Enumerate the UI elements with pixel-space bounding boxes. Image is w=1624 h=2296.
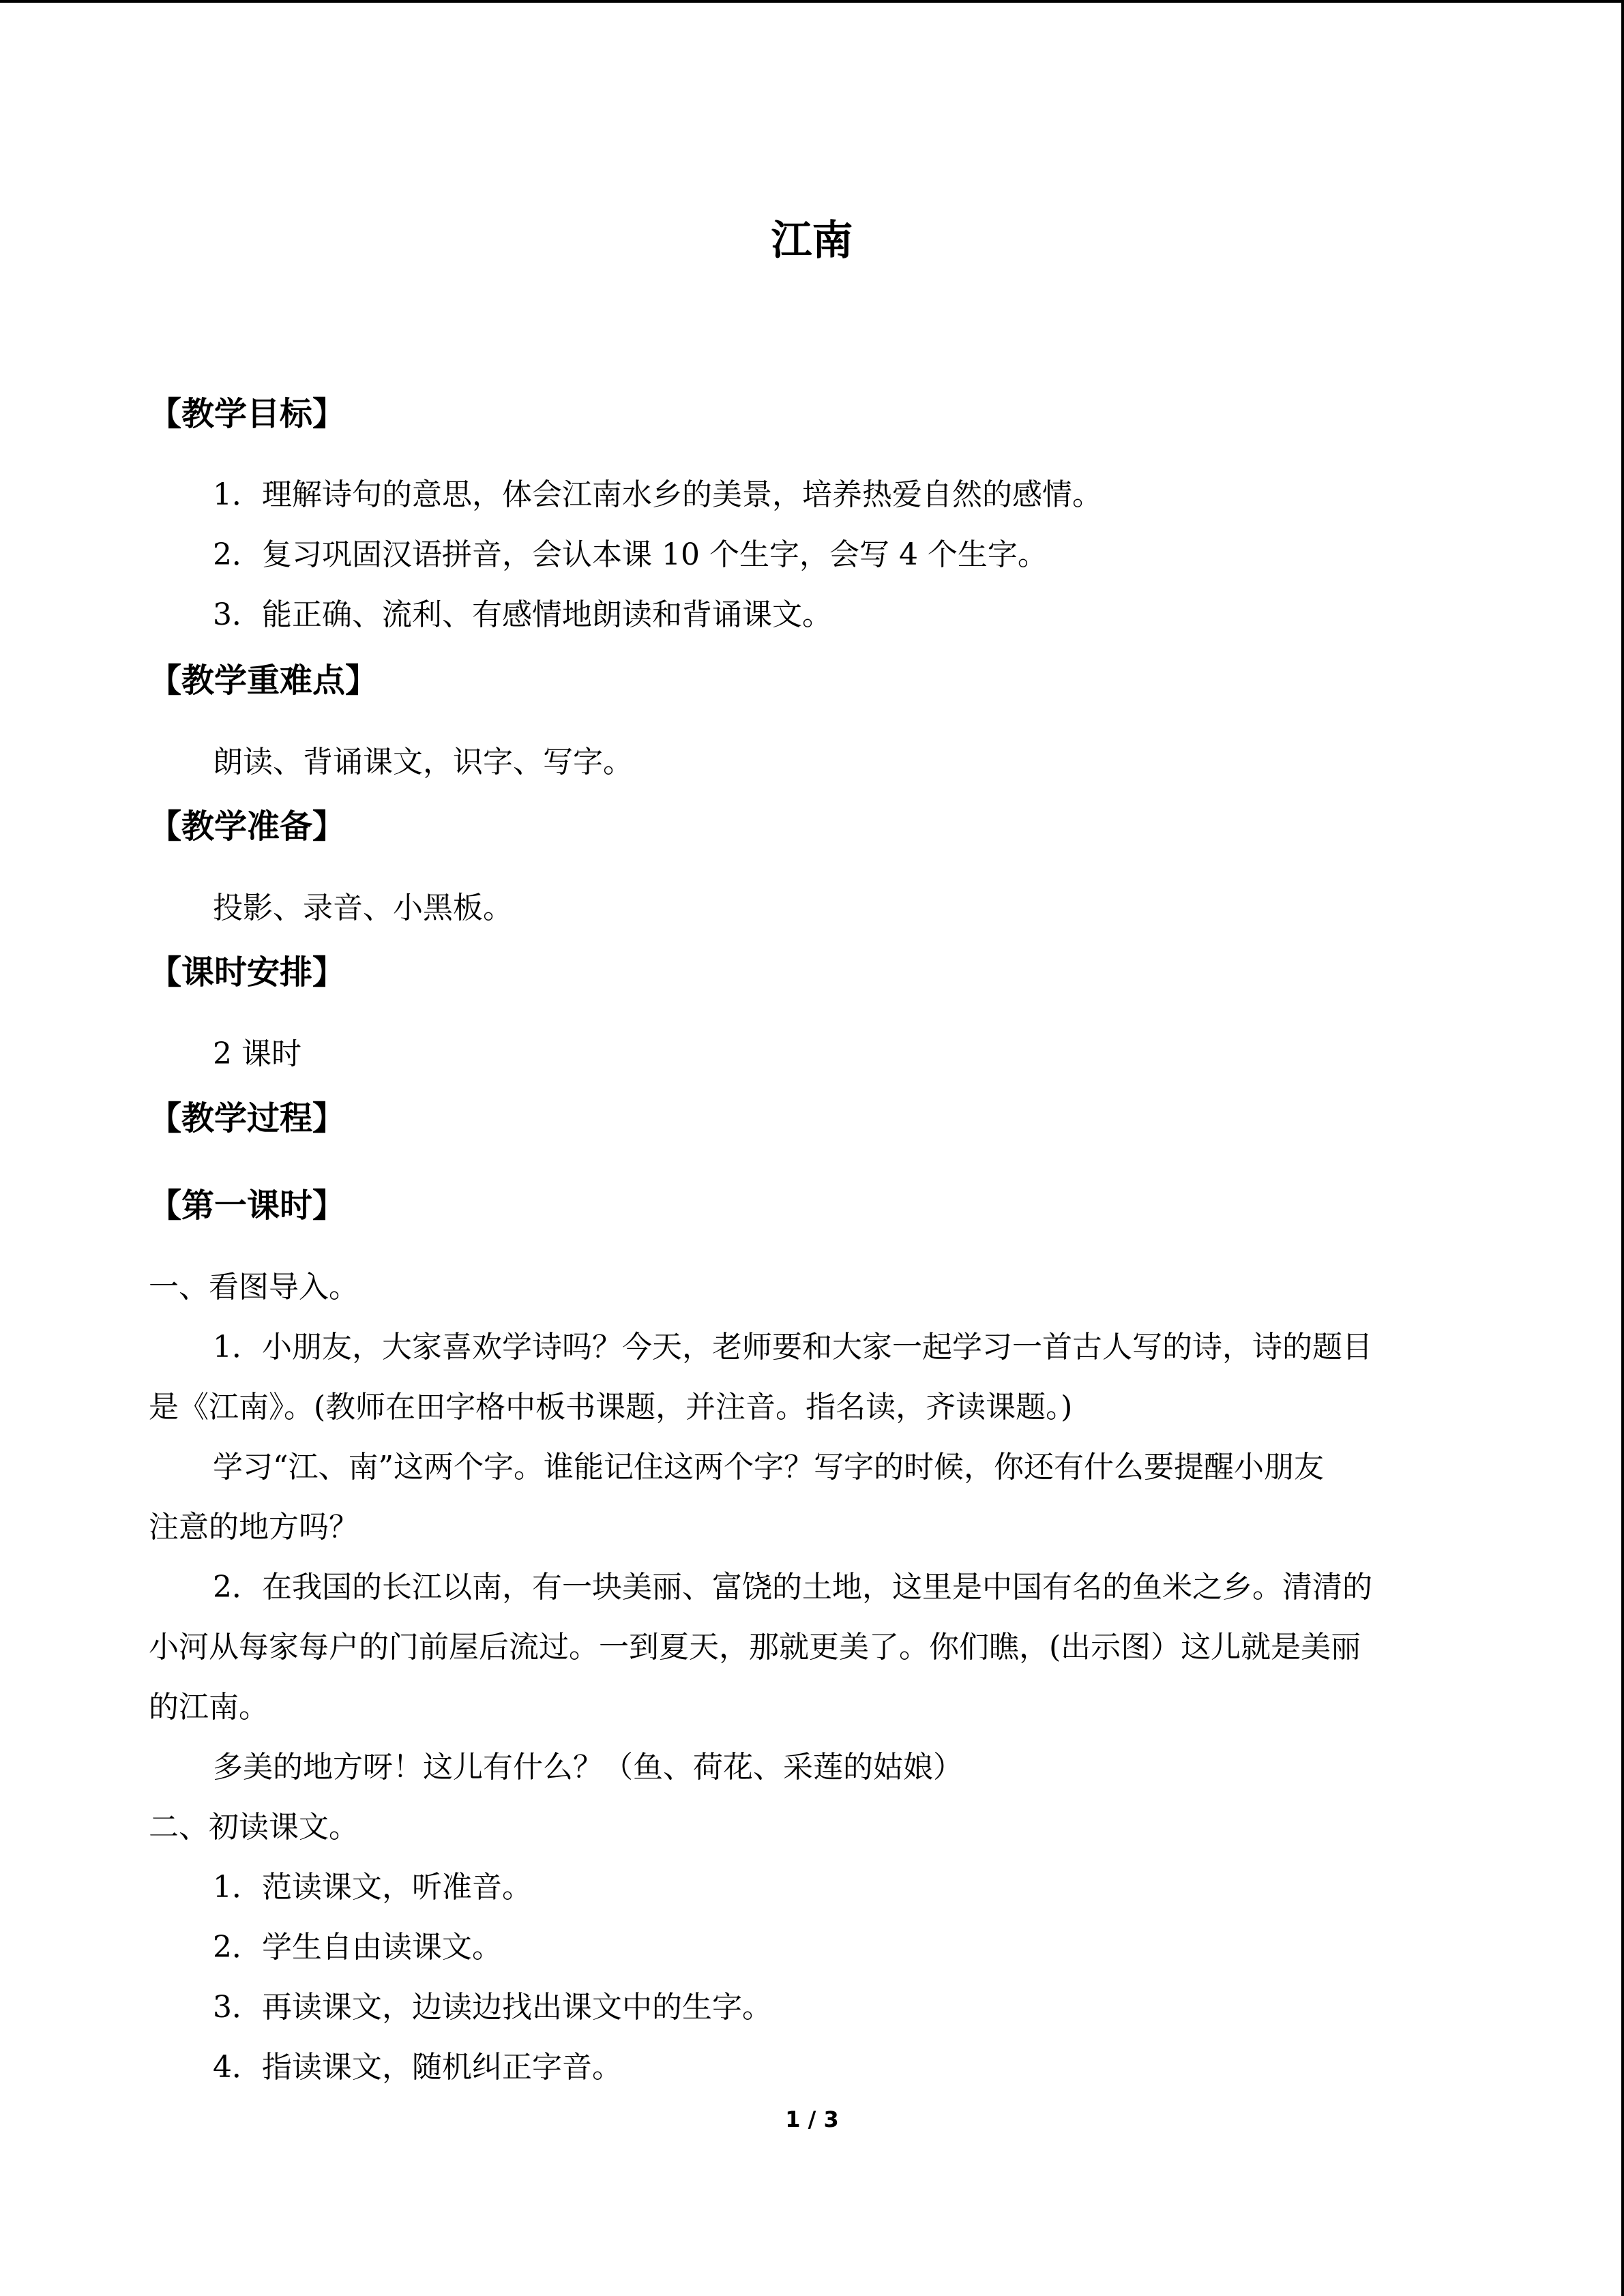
part1-para3-line1: 2．在我国的长江以南，有一块美丽、富饶的土地，这里是中国有名的鱼米之乡。清清的 [213, 1570, 1372, 1605]
key-points-text: 朗读、背诵课文，识字、写字。 [213, 745, 633, 779]
heading-key-points: 【教学重难点】 [149, 661, 379, 700]
part2-item-2: 2．学生自由读课文。 [213, 1930, 502, 1965]
preparation-text: 投影、录音、小黑板。 [213, 891, 513, 925]
heading-teaching-goals: 【教学目标】 [149, 395, 346, 433]
part1-para2-line1: 学习“江、南”这两个字。谁能记住这两个字？写字的时候，你还有什么要提醒小朋友 [213, 1450, 1324, 1485]
heading-preparation: 【教学准备】 [149, 807, 346, 846]
goal-item-1: 1．理解诗句的意思，体会江南水乡的美景，培养热爱自然的感情。 [213, 477, 1102, 512]
page-number: 1 / 3 [785, 2106, 839, 2132]
part1-para1-line2: 是《江南》。(教师在田字格中板书课题，并注音。指名读，齐读课题。) [149, 1390, 1073, 1425]
document-title: 江南 [771, 217, 853, 265]
heading-schedule: 【课时安排】 [149, 953, 346, 992]
part2-title: 二、初读课文。 [149, 1810, 359, 1845]
part1-para3-line3: 的江南。 [149, 1690, 269, 1725]
part1-para1-line1: 1．小朋友，大家喜欢学诗吗？今天，老师要和大家一起学习一首古人写的诗，诗的题目 [213, 1330, 1372, 1365]
part2-item-3: 3．再读课文，边读边找出课文中的生字。 [213, 1990, 772, 2025]
part1-para2-line2: 注意的地方吗？ [149, 1510, 359, 1545]
schedule-text: 2 课时 [213, 1037, 301, 1071]
goal-item-2: 2．复习巩固汉语拼音，会认本课 10 个生字，会写 4 个生字。 [213, 537, 1048, 572]
heading-lesson-one: 【第一课时】 [149, 1187, 346, 1225]
goal-item-3: 3．能正确、流利、有感情地朗读和背诵课文。 [213, 597, 832, 632]
part1-para3-line2: 小河从每家每户的门前屋后流过。一到夏天，那就更美了。你们瞧，(出示图）这儿就是美丽 [149, 1630, 1361, 1665]
part1-para4: 多美的地方呀！这儿有什么？（鱼、荷花、采莲的姑娘） [213, 1750, 963, 1785]
heading-process: 【教学过程】 [149, 1099, 346, 1137]
part2-item-4: 4．指读课文，随机纠正字音。 [213, 2050, 622, 2085]
part1-title: 一、看图导入。 [149, 1270, 359, 1304]
part2-item-1: 1．范读课文，听准音。 [213, 1870, 532, 1905]
